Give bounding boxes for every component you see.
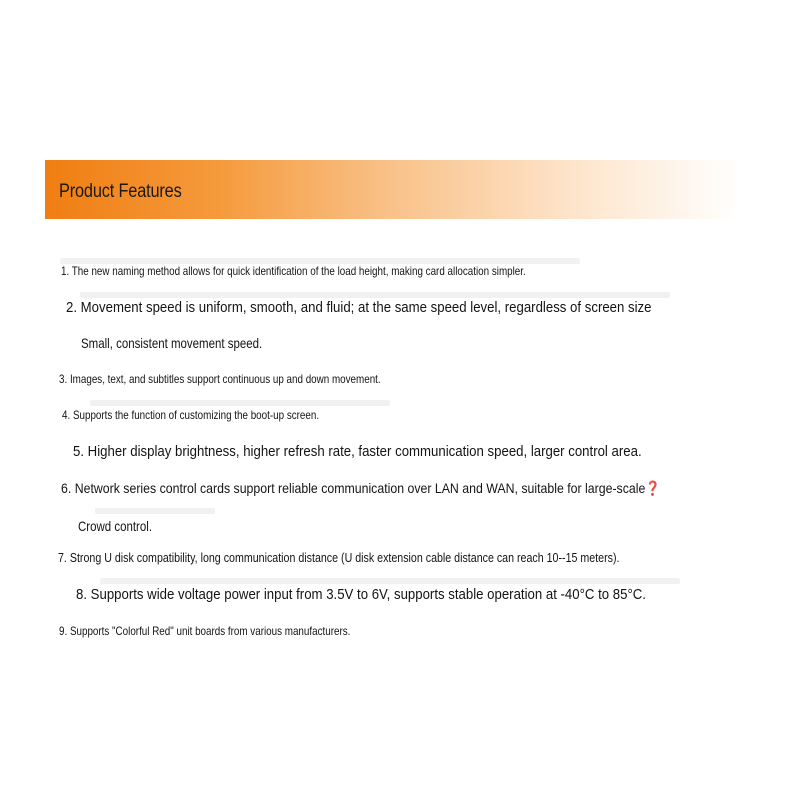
feature-item-6: 6. Network series control cards support reliable communication over LAN and WAN, suitable for large-scale❓ xyxy=(61,480,661,496)
feature-item-2-continued: Small, consistent movement speed. xyxy=(81,335,263,351)
feature-item-6-continued: Crowd control. xyxy=(78,518,153,534)
feature-item-2: 2. Movement speed is uniform, smooth, and fluid; at the same speed level, regardless of screen size xyxy=(66,299,652,316)
section-title: Product Features xyxy=(59,181,182,202)
feature-item-9: 9. Supports "Colorful Red" unit boards from various manufacturers. xyxy=(59,624,351,638)
feature-item-7: 7. Strong U disk compatibility, long communication distance (U disk extension cable distance can reach 10--15 meters). xyxy=(58,550,620,565)
background-artifact xyxy=(100,578,680,584)
feature-item-8: 8. Supports wide voltage power input from 3.5V to 6V, supports stable operation at -40°C to 85°C. xyxy=(76,586,646,603)
feature-item-3: 3. Images, text, and subtitles support continuous up and down movement. xyxy=(59,372,381,386)
feature-item-4: 4. Supports the function of customizing the boot-up screen. xyxy=(62,408,320,422)
background-artifact xyxy=(95,508,215,514)
feature-item-5: 5. Higher display brightness, higher refresh rate, faster communication speed, larger control area. xyxy=(73,443,642,460)
background-artifact xyxy=(90,400,390,406)
feature-item-1: 1. The new naming method allows for quick identification of the load height, making card allocation simpler. xyxy=(61,264,526,278)
